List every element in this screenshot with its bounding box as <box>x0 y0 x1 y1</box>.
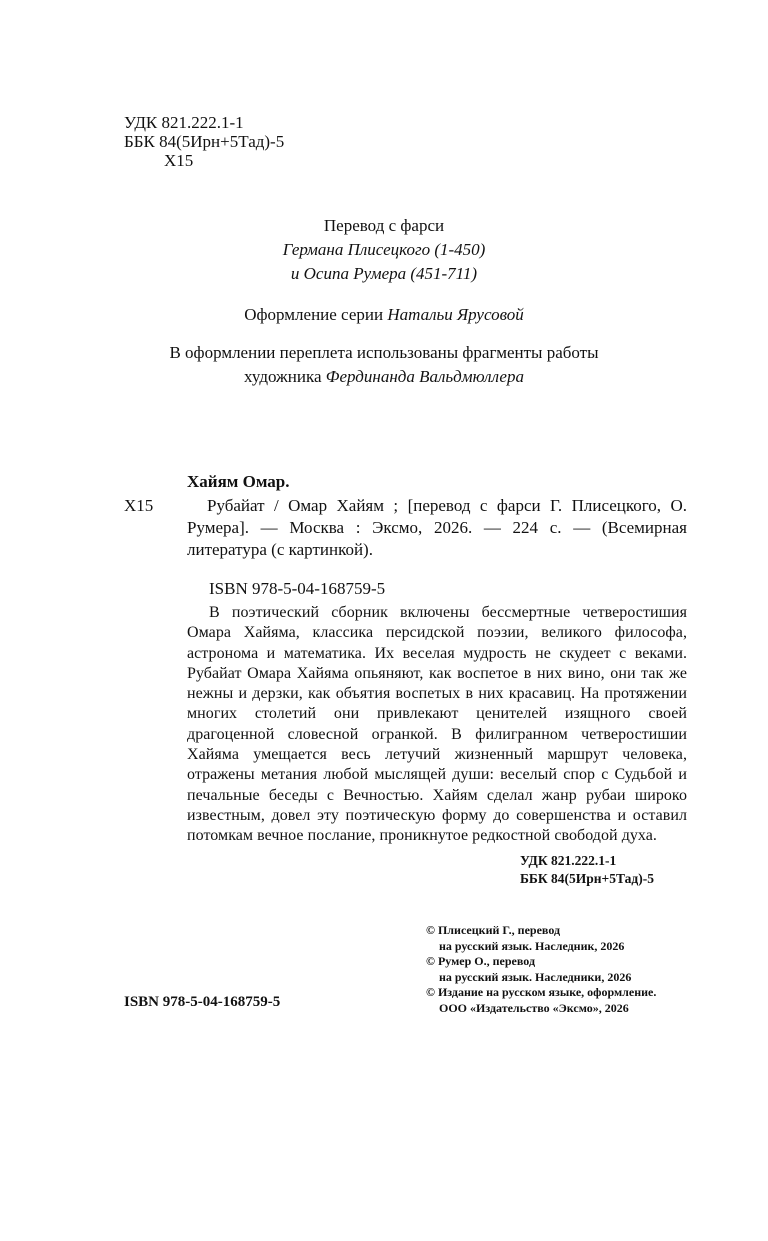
binding-credit <box>0 341 768 389</box>
udk-code: УДК 821.222.1-1 <box>124 113 244 132</box>
catalog-isbn: ISBN 978-5-04-168759-5 <box>209 579 386 598</box>
annotation: В поэтический сборник включены бессмертные четверостишия Омара Хайяма, классика персидской поэзии, великого философа, астронома и математика. Их веселая мудрость не скудеет с веками. Рубайат Омара Хайяма опьяняют, как воспетое в них вино, они так же нежны и дерзки, как объятия воспетых в них красавиц. На протяжении многих столетий они привлекают ценителей изящного своей драгоценной словесной огранкой. В филигранном четверостишии Хайяма умещается весь летучий жизненный маршрут человека, отражены метания любой мыслящей души: веселый спор с Судьбой и печальные беседы с Вечностью. Хайям сделал жанр рубаи широко известным, довел эту поэтическую форму до совершенства и оставил потомкам вечное послание, проникнутое редкостной свободой духа. <box>187 604 687 845</box>
copyright-1-line1: © Плисецкий Г., перевод <box>426 923 561 937</box>
series-design-credit <box>0 303 768 327</box>
translator-1: Германа Плисецкого (1-450) <box>282 240 486 259</box>
translator-2: и Осипа Румера (451-711) <box>290 264 478 283</box>
copyright-2-line2: на русский язык. Наследники, 2026 <box>439 969 632 984</box>
series-design-label: Оформление серии <box>244 305 388 324</box>
author-mark: Х15 <box>164 151 194 170</box>
binding-artist-label: художника <box>244 367 326 386</box>
catalog-author-heading: Хайям Омар. <box>187 472 290 491</box>
top-classification-codes <box>124 113 284 170</box>
bbk-code: ББК 84(5Ирн+5Тад)-5 <box>124 132 285 151</box>
translation-credits <box>0 214 768 286</box>
catalog-author-mark: Х15 <box>124 496 154 515</box>
translation-label: Перевод с фарси <box>323 216 445 235</box>
binding-credit-line1: В оформлении переплета использованы фрагменты работы <box>169 343 599 362</box>
bottom-isbn: ISBN 978-5-04-168759-5 <box>124 994 281 1010</box>
copyright-block <box>426 923 696 1017</box>
copyright-3-line2: ООО «Издательство «Эксмо», 2026 <box>439 1000 629 1015</box>
bibliographic-description: Рубайат / Омар Хайям ; [перевод с фарси Г. Плисецкого, О. Румера]. — Москва : Эксмо, 2026. — 224 с. — (Всемирная литература (с картинкой). <box>187 496 687 559</box>
catalog-udk: УДК 821.222.1-1 <box>520 853 617 868</box>
series-designer-name: Натальи Ярусовой <box>387 305 524 324</box>
copyright-1-line2: на русский язык. Наследник, 2026 <box>439 938 625 953</box>
copyright-3-line1: © Издание на русском языке, оформление. <box>426 985 657 1000</box>
copyright-2-line1: © Румер О., перевод <box>426 954 536 969</box>
binding-artist-name: Фердинанда Вальдмюллера <box>325 367 524 386</box>
catalog-bbk: ББК 84(5Ирн+5Тад)-5 <box>520 871 654 886</box>
catalog-classification-codes <box>520 852 687 888</box>
binding-credit-line2 <box>0 365 768 389</box>
